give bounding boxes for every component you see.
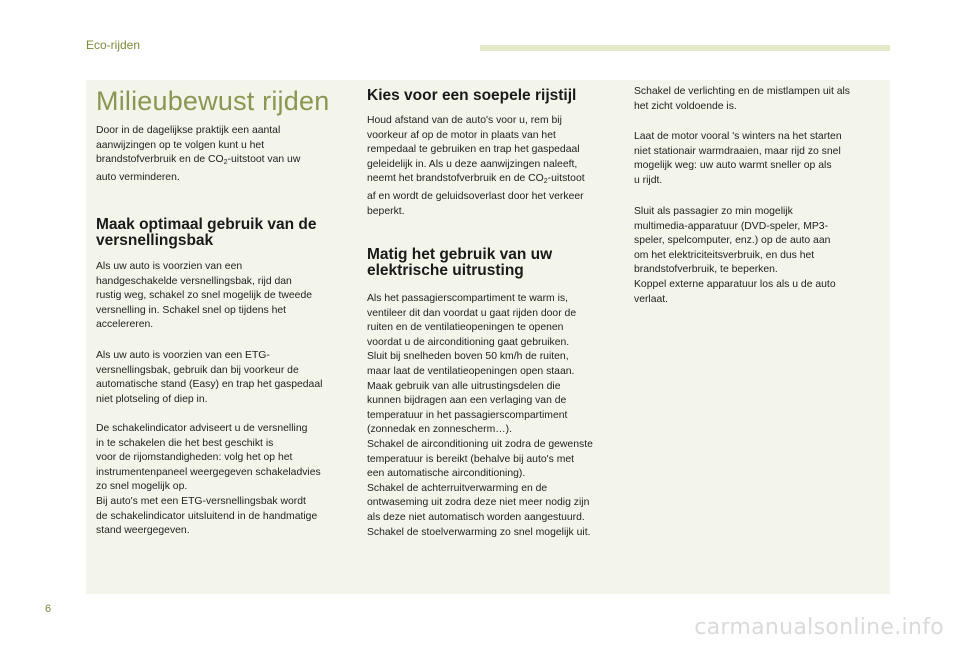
section-label: Eco-rijden [86, 38, 141, 52]
gearbox-paragraph-etg: Als uw auto is voorzien van een ETG- versnellingsbak, gebruik dan bij voorkeur de automatische stand (Easy) en trap het gaspedaal niet plotseling of diep in. [96, 350, 323, 405]
gearbox-paragraph-manual: Als uw auto is voorzien van een handgeschakelde versnellingsbak, rijd dan rustig weg, schakel zo snel mogelijk de tweede versnelling in. Schakel snel op tijdens het accelereren. [96, 261, 313, 331]
content-panel [86, 80, 890, 594]
header-bar [480, 45, 890, 51]
page-number: 6 [45, 603, 52, 615]
page-title: Milieubewust rijden [96, 86, 330, 116]
electrical-equipment-heading: Matig het gebruik van uw elektrische uitrusting [367, 246, 553, 279]
multimedia-paragraph: Sluit als passagier zo min mogelijk multimedia-apparatuur (DVD-speler, MP3- speler, spelcomputer, enz.) op de auto aan om het elektriciteitsverbruik, en dus het brandstofverbruik, te beperken. Koppel externe apparatuur los als u de auto verlaat. [634, 206, 836, 305]
engine-warmup-paragraph: Laat de motor vooral 's winters na het starten niet stationair warmdraaien, maar rijd zo snel mogelijk weg: uw auto warmt sneller op als u rijdt. [634, 131, 842, 186]
driving-style-paragraph: Houd afstand van de auto's voor u, rem bij voorkeur af op de motor in plaats van het rempedaal te gebruiken en trap het gaspedaal geleidelijk in. Als u deze aanwijzingen naleeft, neemt het brandstofverbruik en de $CO_2$-uitstoot af en wordt de geluidsoverlast door het verkeer beperkt. [367, 115, 585, 217]
driving-style-heading: Kies voor een soepele rijstijl [367, 87, 577, 104]
intro-paragraph: Door in de dagelijkse praktijk een aantal aanwijzingen op te volgen kunt u het brandstofverbruik en de $CO_2$-uitstoot van uw auto verminderen. [96, 125, 301, 183]
shift-indicator-paragraph: De schakelindicator adviseert u de versnelling in te schakelen die het best geschikt is voor de rijomstandigheden: volg het op het instrumentenpaneel weergegeven schakeladvies zo snel mogelijk op. Bij auto's met een ETG-versnellingsbak wordt de schakelindicator uitsluitend in de handmatige stand weergegeven. [96, 423, 321, 537]
electrical-equipment-paragraph: Als het passagierscompartiment te warm is, ventileer dit dan voordat u gaat rijden door de ruiten en de ventilatieopeningen te openen voordat u de airconditioning gaat gebruiken. Sluit bij snelheden boven 50 km/h de ruiten, maar laat de ventilatieopeningen open staan. Maak gebruik van alle uitrustingsdelen die kunnen bijdragen aan een verlaging van de temperatuur in het passagierscompartiment (zonnedak en zonnescherm…). Schakel de airconditioning uit zodra de gewenste temperatuur is bereikt (behalve bij auto's met een automatische airconditioning). Schakel de achterruitverwarming en de ontwaseming uit zodra deze niet meer nodig zijn als deze niet automatisch worden aangestuurd. Schakel de stoelverwarming zo snel mogelijk uit. [367, 293, 593, 538]
gearbox-heading: Maak optimaal gebruik van de versnellingsbak [96, 216, 317, 249]
lighting-paragraph: Schakel de verlichting en de mistlampen uit als het zicht voldoende is. [634, 86, 851, 112]
watermark: carmanualsonline.info [694, 615, 944, 640]
